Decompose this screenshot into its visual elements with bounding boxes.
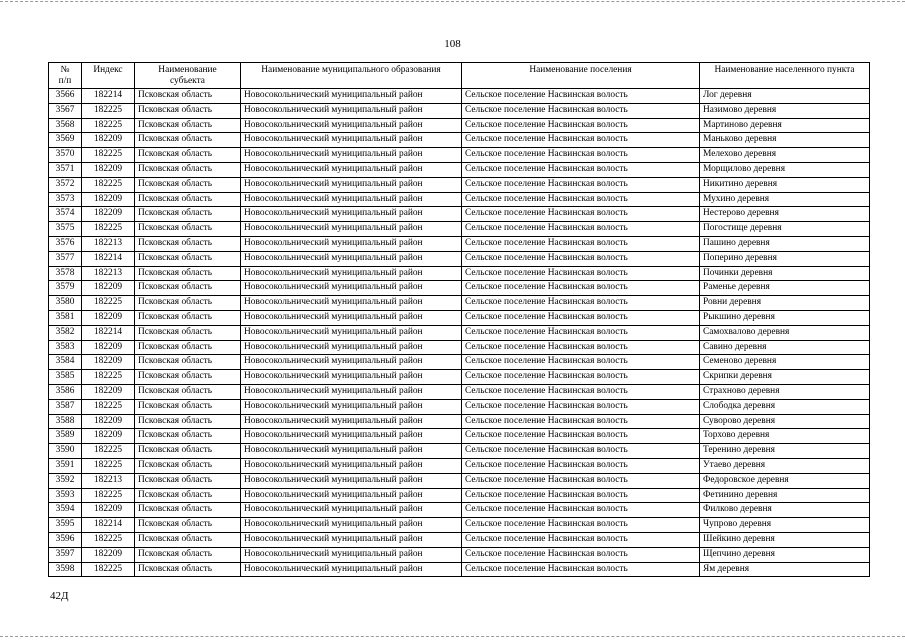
cell-subject: Псковская область bbox=[135, 370, 241, 385]
cell-subject: Псковская область bbox=[135, 429, 241, 444]
cell-index: 182225 bbox=[82, 118, 135, 133]
scan-top-edge bbox=[0, 1, 905, 2]
cell-locality: Мелехово деревня bbox=[700, 148, 870, 163]
header-locality: Наименование населенного пункта bbox=[700, 63, 870, 89]
table-row bbox=[49, 458, 870, 473]
cell-num: 3581 bbox=[49, 310, 82, 325]
cell-municipality: Новосокольнический муниципальный район bbox=[241, 473, 462, 488]
cell-num: 3590 bbox=[49, 444, 82, 459]
cell-municipality: Новосокольнический муниципальный район bbox=[241, 458, 462, 473]
table-row bbox=[49, 177, 870, 192]
cell-settlement: Сельское поселение Насвинская волость bbox=[462, 177, 700, 192]
cell-num: 3582 bbox=[49, 325, 82, 340]
cell-subject: Псковская область bbox=[135, 340, 241, 355]
cell-locality: Шейкино деревня bbox=[700, 532, 870, 547]
header-num-sublabel: п/п bbox=[58, 75, 72, 86]
cell-locality: Раменье деревня bbox=[700, 281, 870, 296]
cell-index: 182214 bbox=[82, 518, 135, 533]
cell-num: 3594 bbox=[49, 503, 82, 518]
cell-index: 182209 bbox=[82, 384, 135, 399]
cell-index: 182214 bbox=[82, 251, 135, 266]
cell-municipality: Новосокольнический муниципальный район bbox=[241, 148, 462, 163]
table-row bbox=[49, 532, 870, 547]
cell-locality: Починки деревня bbox=[700, 266, 870, 281]
cell-municipality: Новосокольнический муниципальный район bbox=[241, 251, 462, 266]
cell-subject: Псковская область bbox=[135, 207, 241, 222]
cell-num: 3595 bbox=[49, 518, 82, 533]
cell-num: 3591 bbox=[49, 458, 82, 473]
cell-index: 182225 bbox=[82, 399, 135, 414]
table-row bbox=[49, 562, 870, 577]
table-row bbox=[49, 503, 870, 518]
cell-subject: Псковская область bbox=[135, 266, 241, 281]
cell-index: 182225 bbox=[82, 562, 135, 577]
table-row bbox=[49, 414, 870, 429]
cell-locality: Щепчино деревня bbox=[700, 547, 870, 562]
cell-index: 182225 bbox=[82, 103, 135, 118]
cell-municipality: Новосокольнический муниципальный район bbox=[241, 118, 462, 133]
cell-subject: Псковская область bbox=[135, 162, 241, 177]
cell-locality: Самохвалово деревня bbox=[700, 325, 870, 340]
cell-settlement: Сельское поселение Насвинская волость bbox=[462, 473, 700, 488]
table-row bbox=[49, 133, 870, 148]
cell-num: 3569 bbox=[49, 133, 82, 148]
table-row bbox=[49, 399, 870, 414]
table-row bbox=[49, 429, 870, 444]
cell-municipality: Новосокольнический муниципальный район bbox=[241, 399, 462, 414]
header-subject bbox=[135, 63, 241, 89]
cell-subject: Псковская область bbox=[135, 310, 241, 325]
cell-settlement: Сельское поселение Насвинская волость bbox=[462, 103, 700, 118]
cell-municipality: Новосокольнический муниципальный район bbox=[241, 414, 462, 429]
cell-subject: Псковская область bbox=[135, 473, 241, 488]
cell-settlement: Сельское поселение Насвинская волость bbox=[462, 399, 700, 414]
cell-settlement: Сельское поселение Насвинская волость bbox=[462, 444, 700, 459]
cell-locality: Поперино деревня bbox=[700, 251, 870, 266]
table-row bbox=[49, 473, 870, 488]
header-index: Индекс bbox=[82, 63, 135, 89]
cell-index: 182209 bbox=[82, 310, 135, 325]
cell-num: 3568 bbox=[49, 118, 82, 133]
cell-locality: Лог деревня bbox=[700, 89, 870, 104]
cell-index: 182209 bbox=[82, 207, 135, 222]
cell-subject: Псковская область bbox=[135, 251, 241, 266]
cell-index: 182213 bbox=[82, 236, 135, 251]
cell-municipality: Новосокольнический муниципальный район bbox=[241, 162, 462, 177]
cell-num: 3597 bbox=[49, 547, 82, 562]
header-settlement: Наименование поселения bbox=[462, 63, 700, 89]
cell-index: 182214 bbox=[82, 325, 135, 340]
cell-locality: Погостище деревня bbox=[700, 222, 870, 237]
table-row bbox=[49, 488, 870, 503]
table-row bbox=[49, 266, 870, 281]
cell-locality: Слободка деревня bbox=[700, 399, 870, 414]
table-row bbox=[49, 340, 870, 355]
table-row bbox=[49, 384, 870, 399]
cell-index: 182225 bbox=[82, 458, 135, 473]
table-row bbox=[49, 103, 870, 118]
cell-settlement: Сельское поселение Насвинская волость bbox=[462, 89, 700, 104]
header-subject-sublabel: субъекта bbox=[170, 75, 205, 86]
cell-settlement: Сельское поселение Насвинская волость bbox=[462, 207, 700, 222]
cell-settlement: Сельское поселение Насвинская волость bbox=[462, 414, 700, 429]
cell-subject: Псковская область bbox=[135, 133, 241, 148]
cell-num: 3573 bbox=[49, 192, 82, 207]
cell-locality: Мартиново деревня bbox=[700, 118, 870, 133]
cell-index: 182209 bbox=[82, 355, 135, 370]
cell-num: 3586 bbox=[49, 384, 82, 399]
cell-num: 3574 bbox=[49, 207, 82, 222]
cell-num: 3596 bbox=[49, 532, 82, 547]
header-municipality: Наименование муниципального образования bbox=[241, 63, 462, 89]
page-number: 108 bbox=[444, 38, 461, 50]
cell-locality: Пашино деревня bbox=[700, 236, 870, 251]
cell-locality: Ровни деревня bbox=[700, 296, 870, 311]
cell-municipality: Новосокольнический муниципальный район bbox=[241, 532, 462, 547]
cell-settlement: Сельское поселение Насвинская волость bbox=[462, 281, 700, 296]
cell-locality: Суворово деревня bbox=[700, 414, 870, 429]
cell-subject: Псковская область bbox=[135, 444, 241, 459]
cell-municipality: Новосокольнический муниципальный район bbox=[241, 296, 462, 311]
cell-locality: Чупрово деревня bbox=[700, 518, 870, 533]
cell-settlement: Сельское поселение Насвинская волость bbox=[462, 370, 700, 385]
cell-index: 182209 bbox=[82, 192, 135, 207]
cell-municipality: Новосокольнический муниципальный район bbox=[241, 429, 462, 444]
cell-settlement: Сельское поселение Насвинская волость bbox=[462, 340, 700, 355]
cell-index: 182225 bbox=[82, 370, 135, 385]
cell-settlement: Сельское поселение Насвинская волость bbox=[462, 518, 700, 533]
cell-subject: Псковская область bbox=[135, 103, 241, 118]
cell-index: 182213 bbox=[82, 266, 135, 281]
cell-subject: Псковская область bbox=[135, 562, 241, 577]
cell-num: 3593 bbox=[49, 488, 82, 503]
cell-municipality: Новосокольнический муниципальный район bbox=[241, 518, 462, 533]
table-row bbox=[49, 355, 870, 370]
cell-locality: Савино деревня bbox=[700, 340, 870, 355]
cell-settlement: Сельское поселение Насвинская волость bbox=[462, 148, 700, 163]
cell-locality: Теренино деревня bbox=[700, 444, 870, 459]
cell-num: 3575 bbox=[49, 222, 82, 237]
table-row bbox=[49, 89, 870, 104]
cell-num: 3567 bbox=[49, 103, 82, 118]
cell-subject: Псковская область bbox=[135, 89, 241, 104]
cell-locality: Торхово деревня bbox=[700, 429, 870, 444]
cell-settlement: Сельское поселение Насвинская волость bbox=[462, 429, 700, 444]
table-row bbox=[49, 518, 870, 533]
cell-subject: Псковская область bbox=[135, 325, 241, 340]
cell-subject: Псковская область bbox=[135, 222, 241, 237]
cell-settlement: Сельское поселение Насвинская волость bbox=[462, 384, 700, 399]
table-row bbox=[49, 118, 870, 133]
cell-settlement: Сельское поселение Насвинская волость bbox=[462, 162, 700, 177]
cell-num: 3578 bbox=[49, 266, 82, 281]
table-row bbox=[49, 547, 870, 562]
header-num bbox=[49, 63, 82, 89]
cell-locality: Страхново деревня bbox=[700, 384, 870, 399]
cell-subject: Псковская область bbox=[135, 177, 241, 192]
cell-index: 182209 bbox=[82, 340, 135, 355]
cell-subject: Псковская область bbox=[135, 399, 241, 414]
cell-locality: Федоровское деревня bbox=[700, 473, 870, 488]
cell-settlement: Сельское поселение Насвинская волость bbox=[462, 222, 700, 237]
cell-municipality: Новосокольнический муниципальный район bbox=[241, 488, 462, 503]
cell-subject: Псковская область bbox=[135, 488, 241, 503]
cell-num: 3570 bbox=[49, 148, 82, 163]
cell-settlement: Сельское поселение Насвинская волость bbox=[462, 547, 700, 562]
footer-code: 42Д bbox=[50, 590, 69, 602]
cell-settlement: Сельское поселение Насвинская волость bbox=[462, 296, 700, 311]
cell-settlement: Сельское поселение Насвинская волость bbox=[462, 251, 700, 266]
header-num-label: № bbox=[60, 65, 70, 75]
cell-subject: Псковская область bbox=[135, 281, 241, 296]
header-subject-label: Наименование bbox=[158, 65, 217, 75]
cell-settlement: Сельское поселение Насвинская волость bbox=[462, 458, 700, 473]
cell-municipality: Новосокольнический муниципальный район bbox=[241, 547, 462, 562]
cell-settlement: Сельское поселение Насвинская волость bbox=[462, 266, 700, 281]
cell-index: 182209 bbox=[82, 503, 135, 518]
cell-municipality: Новосокольнический муниципальный район bbox=[241, 177, 462, 192]
table-row bbox=[49, 251, 870, 266]
cell-subject: Псковская область bbox=[135, 118, 241, 133]
cell-subject: Псковская область bbox=[135, 503, 241, 518]
cell-locality: Семеново деревня bbox=[700, 355, 870, 370]
cell-index: 182225 bbox=[82, 296, 135, 311]
cell-num: 3580 bbox=[49, 296, 82, 311]
cell-num: 3589 bbox=[49, 429, 82, 444]
table-row bbox=[49, 148, 870, 163]
cell-subject: Псковская область bbox=[135, 532, 241, 547]
cell-locality: Рыкшино деревня bbox=[700, 310, 870, 325]
cell-num: 3584 bbox=[49, 355, 82, 370]
table-row bbox=[49, 222, 870, 237]
cell-municipality: Новосокольнический муниципальный район bbox=[241, 207, 462, 222]
cell-num: 3579 bbox=[49, 281, 82, 296]
cell-locality: Филково деревня bbox=[700, 503, 870, 518]
cell-index: 182225 bbox=[82, 222, 135, 237]
cell-locality: Нестерово деревня bbox=[700, 207, 870, 222]
cell-subject: Псковская область bbox=[135, 148, 241, 163]
cell-index: 182209 bbox=[82, 133, 135, 148]
cell-num: 3585 bbox=[49, 370, 82, 385]
cell-subject: Псковская область bbox=[135, 458, 241, 473]
cell-index: 182209 bbox=[82, 162, 135, 177]
cell-subject: Псковская область bbox=[135, 384, 241, 399]
cell-settlement: Сельское поселение Насвинская волость bbox=[462, 488, 700, 503]
cell-municipality: Новосокольнический муниципальный район bbox=[241, 355, 462, 370]
cell-subject: Псковская область bbox=[135, 192, 241, 207]
cell-municipality: Новосокольнический муниципальный район bbox=[241, 236, 462, 251]
cell-municipality: Новосокольнический муниципальный район bbox=[241, 562, 462, 577]
cell-num: 3587 bbox=[49, 399, 82, 414]
cell-locality: Утаево деревня bbox=[700, 458, 870, 473]
cell-municipality: Новосокольнический муниципальный район bbox=[241, 222, 462, 237]
cell-settlement: Сельское поселение Насвинская волость bbox=[462, 355, 700, 370]
cell-locality: Ям деревня bbox=[700, 562, 870, 577]
table-row bbox=[49, 236, 870, 251]
table-row bbox=[49, 296, 870, 311]
cell-settlement: Сельское поселение Насвинская волость bbox=[462, 236, 700, 251]
cell-locality: Фетинино деревня bbox=[700, 488, 870, 503]
cell-num: 3577 bbox=[49, 251, 82, 266]
cell-settlement: Сельское поселение Насвинская волость bbox=[462, 118, 700, 133]
cell-index: 182209 bbox=[82, 414, 135, 429]
cell-index: 182225 bbox=[82, 532, 135, 547]
cell-municipality: Новосокольнический муниципальный район bbox=[241, 266, 462, 281]
cell-num: 3571 bbox=[49, 162, 82, 177]
cell-index: 182225 bbox=[82, 444, 135, 459]
table-row bbox=[49, 444, 870, 459]
cell-municipality: Новосокольнический муниципальный район bbox=[241, 370, 462, 385]
cell-num: 3572 bbox=[49, 177, 82, 192]
cell-municipality: Новосокольнический муниципальный район bbox=[241, 103, 462, 118]
cell-municipality: Новосокольнический муниципальный район bbox=[241, 325, 462, 340]
cell-num: 3588 bbox=[49, 414, 82, 429]
cell-subject: Псковская область bbox=[135, 414, 241, 429]
cell-num: 3566 bbox=[49, 89, 82, 104]
table-row bbox=[49, 370, 870, 385]
cell-num: 3583 bbox=[49, 340, 82, 355]
cell-locality: Назимово деревня bbox=[700, 103, 870, 118]
cell-index: 182213 bbox=[82, 473, 135, 488]
cell-municipality: Новосокольнический муниципальный район bbox=[241, 133, 462, 148]
table-row bbox=[49, 207, 870, 222]
cell-subject: Псковская область bbox=[135, 518, 241, 533]
cell-locality: Морщилово деревня bbox=[700, 162, 870, 177]
locality-registry-table bbox=[48, 62, 870, 577]
cell-index: 182225 bbox=[82, 148, 135, 163]
cell-municipality: Новосокольнический муниципальный район bbox=[241, 384, 462, 399]
table-row bbox=[49, 325, 870, 340]
cell-subject: Псковская область bbox=[135, 296, 241, 311]
cell-municipality: Новосокольнический муниципальный район bbox=[241, 503, 462, 518]
cell-settlement: Сельское поселение Насвинская волость bbox=[462, 310, 700, 325]
cell-municipality: Новосокольнический муниципальный район bbox=[241, 340, 462, 355]
cell-num: 3598 bbox=[49, 562, 82, 577]
table-row bbox=[49, 310, 870, 325]
cell-municipality: Новосокольнический муниципальный район bbox=[241, 281, 462, 296]
cell-municipality: Новосокольнический муниципальный район bbox=[241, 310, 462, 325]
cell-municipality: Новосокольнический муниципальный район bbox=[241, 89, 462, 104]
cell-municipality: Новосокольнический муниципальный район bbox=[241, 192, 462, 207]
table-row bbox=[49, 281, 870, 296]
cell-index: 182225 bbox=[82, 177, 135, 192]
cell-settlement: Сельское поселение Насвинская волость bbox=[462, 133, 700, 148]
cell-settlement: Сельское поселение Насвинская волость bbox=[462, 192, 700, 207]
table-header-row bbox=[49, 63, 870, 89]
cell-settlement: Сельское поселение Насвинская волость bbox=[462, 562, 700, 577]
table-body bbox=[49, 89, 870, 577]
cell-num: 3576 bbox=[49, 236, 82, 251]
cell-locality: Никитино деревня bbox=[700, 177, 870, 192]
cell-subject: Псковская область bbox=[135, 547, 241, 562]
cell-index: 182209 bbox=[82, 281, 135, 296]
cell-index: 182214 bbox=[82, 89, 135, 104]
cell-index: 182225 bbox=[82, 488, 135, 503]
table-row bbox=[49, 192, 870, 207]
cell-subject: Псковская область bbox=[135, 355, 241, 370]
scan-bottom-edge bbox=[0, 636, 905, 637]
table-row bbox=[49, 162, 870, 177]
cell-num: 3592 bbox=[49, 473, 82, 488]
cell-index: 182209 bbox=[82, 429, 135, 444]
cell-settlement: Сельское поселение Насвинская волость bbox=[462, 503, 700, 518]
cell-settlement: Сельское поселение Насвинская волость bbox=[462, 532, 700, 547]
cell-subject: Псковская область bbox=[135, 236, 241, 251]
cell-index: 182209 bbox=[82, 547, 135, 562]
cell-locality: Мухино деревня bbox=[700, 192, 870, 207]
cell-locality: Маньково деревня bbox=[700, 133, 870, 148]
cell-municipality: Новосокольнический муниципальный район bbox=[241, 444, 462, 459]
cell-locality: Скрипки деревня bbox=[700, 370, 870, 385]
cell-settlement: Сельское поселение Насвинская волость bbox=[462, 325, 700, 340]
